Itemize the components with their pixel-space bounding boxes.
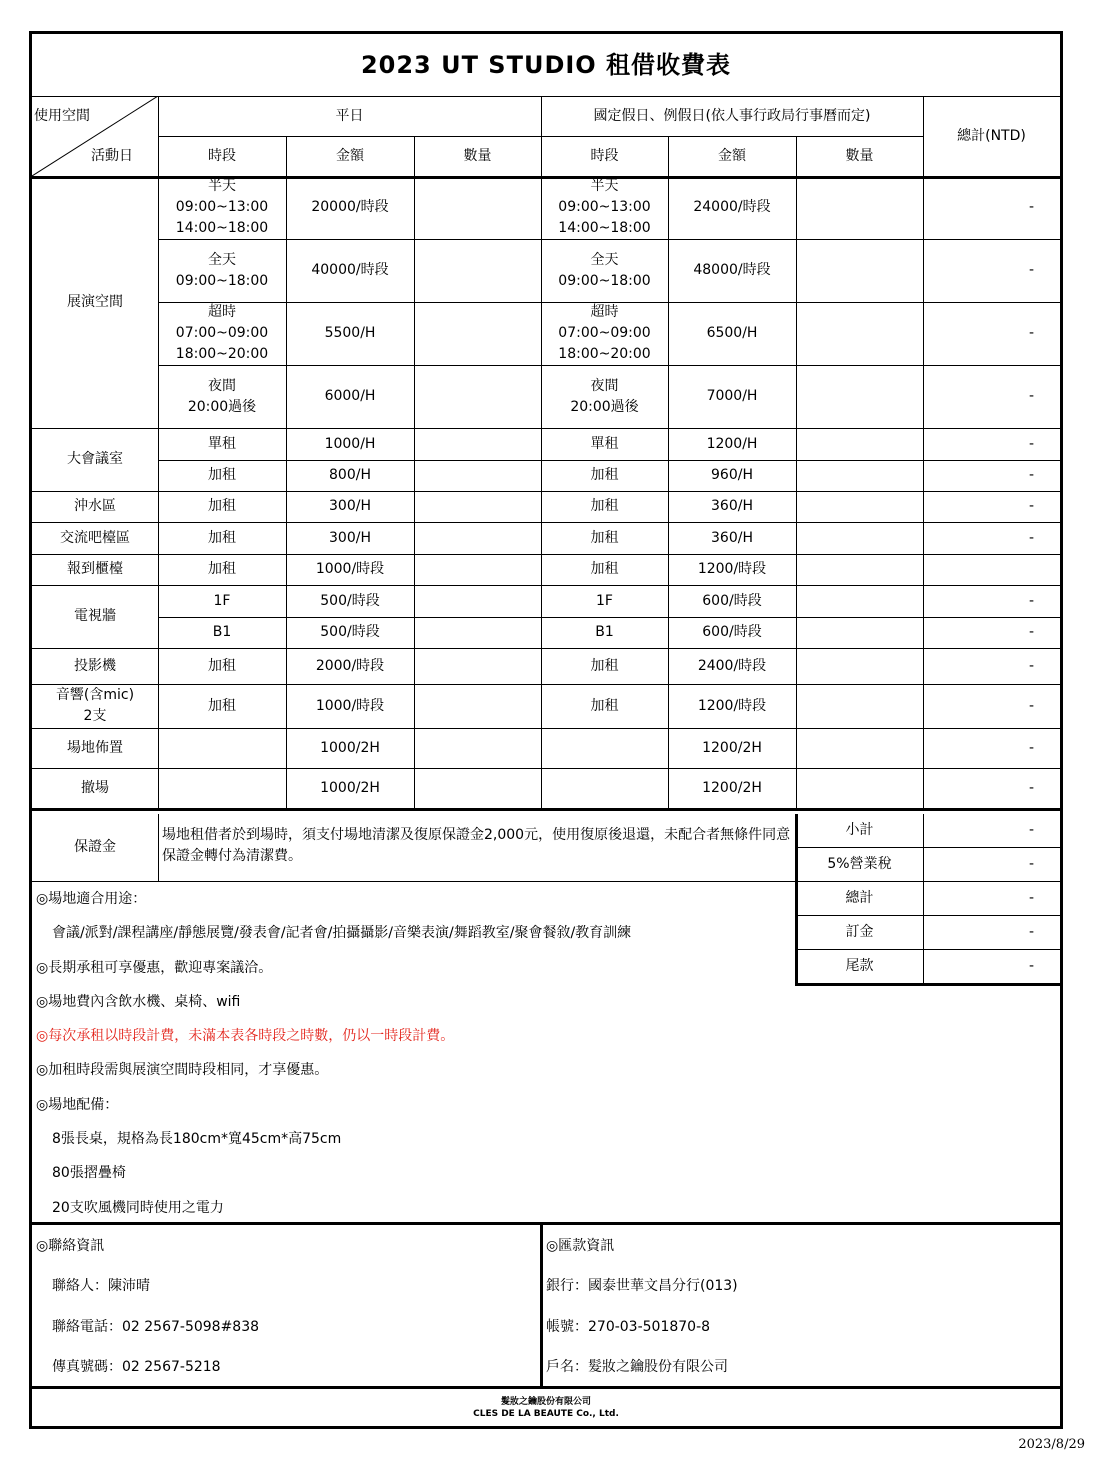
price-sheet (29, 31, 1063, 1429)
holiday-time: 加租 (590, 498, 619, 514)
row-total: - (1028, 592, 1034, 609)
weekday-amount: 300/H (329, 529, 371, 546)
summary-label: 小計 (845, 822, 874, 838)
weekday-time: 全天 09:00~18:00 (175, 251, 269, 289)
space-label: 投影機 (74, 657, 116, 674)
row-total: - (1028, 624, 1034, 640)
contact-title: ◎聯絡資訊 (36, 1238, 105, 1254)
weekday-time: B1 (212, 624, 232, 640)
holiday-time: 1F (596, 592, 613, 609)
weekday-amount: 40000/時段 (311, 262, 389, 278)
header-col-qty: 數量 (845, 147, 874, 164)
holiday-amount: 2400/時段 (697, 657, 767, 674)
row-total: - (1028, 739, 1034, 756)
summary-label: 訂金 (845, 923, 874, 940)
weekday-amount: 1000/2H (320, 739, 380, 756)
summary-value: - (1028, 923, 1034, 940)
holiday-time: 加租 (590, 467, 619, 483)
holiday-amount: 7000/H (706, 388, 758, 404)
weekday-amount: 500/時段 (320, 624, 380, 640)
holiday-amount: 960/H (711, 467, 753, 483)
row-total: - (1028, 657, 1034, 674)
weekday-time: 加租 (208, 498, 236, 514)
header-holiday: 國定假日、例假日(依人事行政局行事曆而定) (593, 107, 871, 124)
row-total: - (1028, 467, 1034, 483)
space-label: 大會議室 (67, 451, 123, 467)
holiday-time: B1 (595, 624, 614, 640)
holiday-time: 加租 (590, 561, 619, 577)
contact-person: 聯絡人：陳沛晴 (52, 1278, 150, 1294)
weekday-amount: 1000/時段 (315, 697, 385, 714)
deposit-label: 保證金 (74, 839, 116, 855)
row-total: - (1028, 262, 1034, 278)
holiday-amount: 360/H (711, 529, 753, 546)
summary-value: - (1028, 855, 1034, 872)
space-label: 電視牆 (74, 608, 116, 624)
summary-value: - (1028, 957, 1034, 974)
contact-phone: 聯絡電話：02 2567-5098#838 (52, 1319, 260, 1335)
holiday-time: 半天 09:00~13:00 14:00~18:00 (558, 178, 651, 236)
holiday-amount: 600/時段 (702, 592, 762, 609)
account-holder: 戶名：髮妝之鑰股份有限公司 (546, 1359, 728, 1375)
space-label: 音響(含mic) 2支 (55, 687, 135, 724)
document-date: 2023/8/29 (1018, 1437, 1085, 1452)
summary-label: 尾款 (845, 957, 874, 974)
space-label: 展演空間 (67, 293, 123, 310)
bank-name: 銀行：國泰世華文昌分行(013) (546, 1278, 738, 1294)
holiday-time: 加租 (590, 697, 619, 714)
space-label: 交流吧檯區 (60, 529, 130, 546)
holiday-amount: 1200/2H (702, 779, 762, 796)
holiday-amount: 360/H (711, 498, 753, 514)
row-total: - (1028, 779, 1034, 796)
holiday-amount: 1200/時段 (697, 561, 767, 577)
holiday-time: 全天 09:00~18:00 (558, 251, 651, 289)
holiday-amount: 24000/時段 (693, 199, 771, 215)
row-total: - (1028, 388, 1034, 404)
summary-value: - (1028, 822, 1034, 838)
weekday-time: 加租 (208, 467, 236, 483)
weekday-time: 半天 09:00~13:00 14:00~18:00 (175, 178, 269, 236)
billing-note: ◎每次承租以時段計費，未滿本表各時段之時數，仍以一時段計費。 (36, 1028, 455, 1044)
weekday-time: 加租 (208, 529, 236, 546)
weekday-amount: 1000/2H (320, 779, 380, 796)
weekday-time: 加租 (208, 697, 236, 714)
space-label: 撤場 (81, 779, 109, 796)
weekday-time: 1F (213, 592, 231, 609)
space-label: 沖水區 (74, 498, 116, 514)
equipment-item: 20支吹風機同時使用之電力 (52, 1200, 224, 1216)
company-name-en: CLES DE LA BEAUTE Co., Ltd. (473, 1409, 619, 1419)
holiday-time: 超時 07:00~09:00 18:00~20:00 (558, 304, 651, 362)
weekday-time: 超時 07:00~09:00 18:00~20:00 (175, 304, 269, 362)
space-label: 報到櫃檯 (67, 561, 123, 577)
holiday-amount: 1200/H (706, 435, 758, 452)
equipment-title: ◎場地配備： (36, 1097, 119, 1113)
equipment-item: 80張摺疊椅 (52, 1165, 126, 1181)
holiday-time: 加租 (590, 529, 619, 546)
summary-label: 總計 (845, 889, 874, 906)
holiday-amount: 600/時段 (702, 624, 762, 640)
weekday-time: 夜間 20:00過後 (187, 377, 257, 415)
deposit-text: 場地租借者於到場時，須支付場地清潔及復原保證金2,000元，使用復原後退還，未配合者無條件同意保證金轉付為清潔費。 (162, 827, 791, 864)
weekday-amount: 500/時段 (320, 592, 380, 609)
weekday-amount: 1000/H (324, 435, 376, 452)
row-total (923, 554, 1060, 585)
header-col-amount: 金額 (718, 147, 746, 164)
usage-list: 會議/派對/課程講座/靜態展覽/發表會/記者會/拍攝攝影/音樂表演/舞蹈教室/聚會餐敘/教育訓練 (52, 925, 632, 941)
row-total: - (1028, 435, 1034, 452)
weekday-amount: 1000/時段 (315, 561, 385, 577)
weekday-time (158, 768, 286, 808)
bank-account: 帳號：270-03-501870-8 (546, 1319, 711, 1335)
weekday-amount: 6000/H (324, 388, 376, 404)
summary-value: - (1028, 889, 1034, 906)
weekday-amount: 300/H (329, 498, 371, 514)
company-name-zh: 髮妝之鑰股份有限公司 (500, 1397, 591, 1407)
header-diagonal-line (32, 96, 158, 176)
holiday-time: 單租 (590, 435, 619, 452)
holiday-time: 夜間 20:00過後 (570, 377, 639, 415)
header-col-qty: 數量 (463, 147, 492, 164)
header-col-time: 時段 (208, 147, 236, 164)
holiday-time (541, 728, 668, 768)
summary-label: 5%營業稅 (827, 855, 892, 872)
weekday-time (158, 728, 286, 768)
holiday-amount: 1200/時段 (697, 697, 767, 714)
holiday-amount: 6500/H (706, 325, 758, 341)
included-note: ◎場地費內含飲水機、桌椅、wifi (36, 994, 241, 1010)
row-total: - (1028, 325, 1034, 341)
row-total: - (1028, 498, 1034, 514)
holiday-amount: 1200/2H (702, 739, 762, 756)
weekday-time: 單租 (208, 435, 236, 452)
weekday-amount: 800/H (329, 467, 371, 483)
header-weekday: 平日 (335, 107, 364, 124)
holiday-amount: 48000/時段 (693, 262, 771, 278)
weekday-time: 加租 (208, 657, 236, 674)
contact-fax: 傳真號碼：02 2567-5218 (52, 1359, 221, 1375)
row-total: - (1028, 199, 1034, 215)
row-total: - (1028, 697, 1034, 714)
weekday-time: 加租 (208, 561, 236, 577)
header-col-time: 時段 (590, 147, 619, 164)
holiday-time (541, 768, 668, 808)
row-total: - (1028, 529, 1034, 546)
weekday-amount: 5500/H (324, 325, 376, 341)
usage-title: ◎場地適合用途： (36, 891, 147, 907)
addon-note: ◎加租時段需與展演空間時段相同，才享優惠。 (36, 1062, 329, 1078)
equipment-item: 8張長桌，規格為長180cm*寬45cm*高75cm (52, 1131, 342, 1147)
weekday-amount: 20000/時段 (311, 199, 389, 215)
bank-title: ◎匯款資訊 (546, 1238, 615, 1254)
header-col-amount: 金額 (336, 147, 364, 164)
holiday-time: 加租 (590, 657, 619, 674)
space-label: 場地佈置 (67, 739, 123, 756)
header-activity-label: 活動日 (91, 147, 133, 164)
weekday-amount: 2000/時段 (315, 657, 385, 674)
header-total: 總計(NTD) (957, 127, 1026, 144)
header-space-label: 使用空間 (34, 107, 90, 124)
long-term-note: ◎長期承租可享優惠，歡迎專案議洽。 (36, 960, 273, 976)
page-title: 2023 UT STUDIO 租借收費表 (360, 50, 732, 79)
